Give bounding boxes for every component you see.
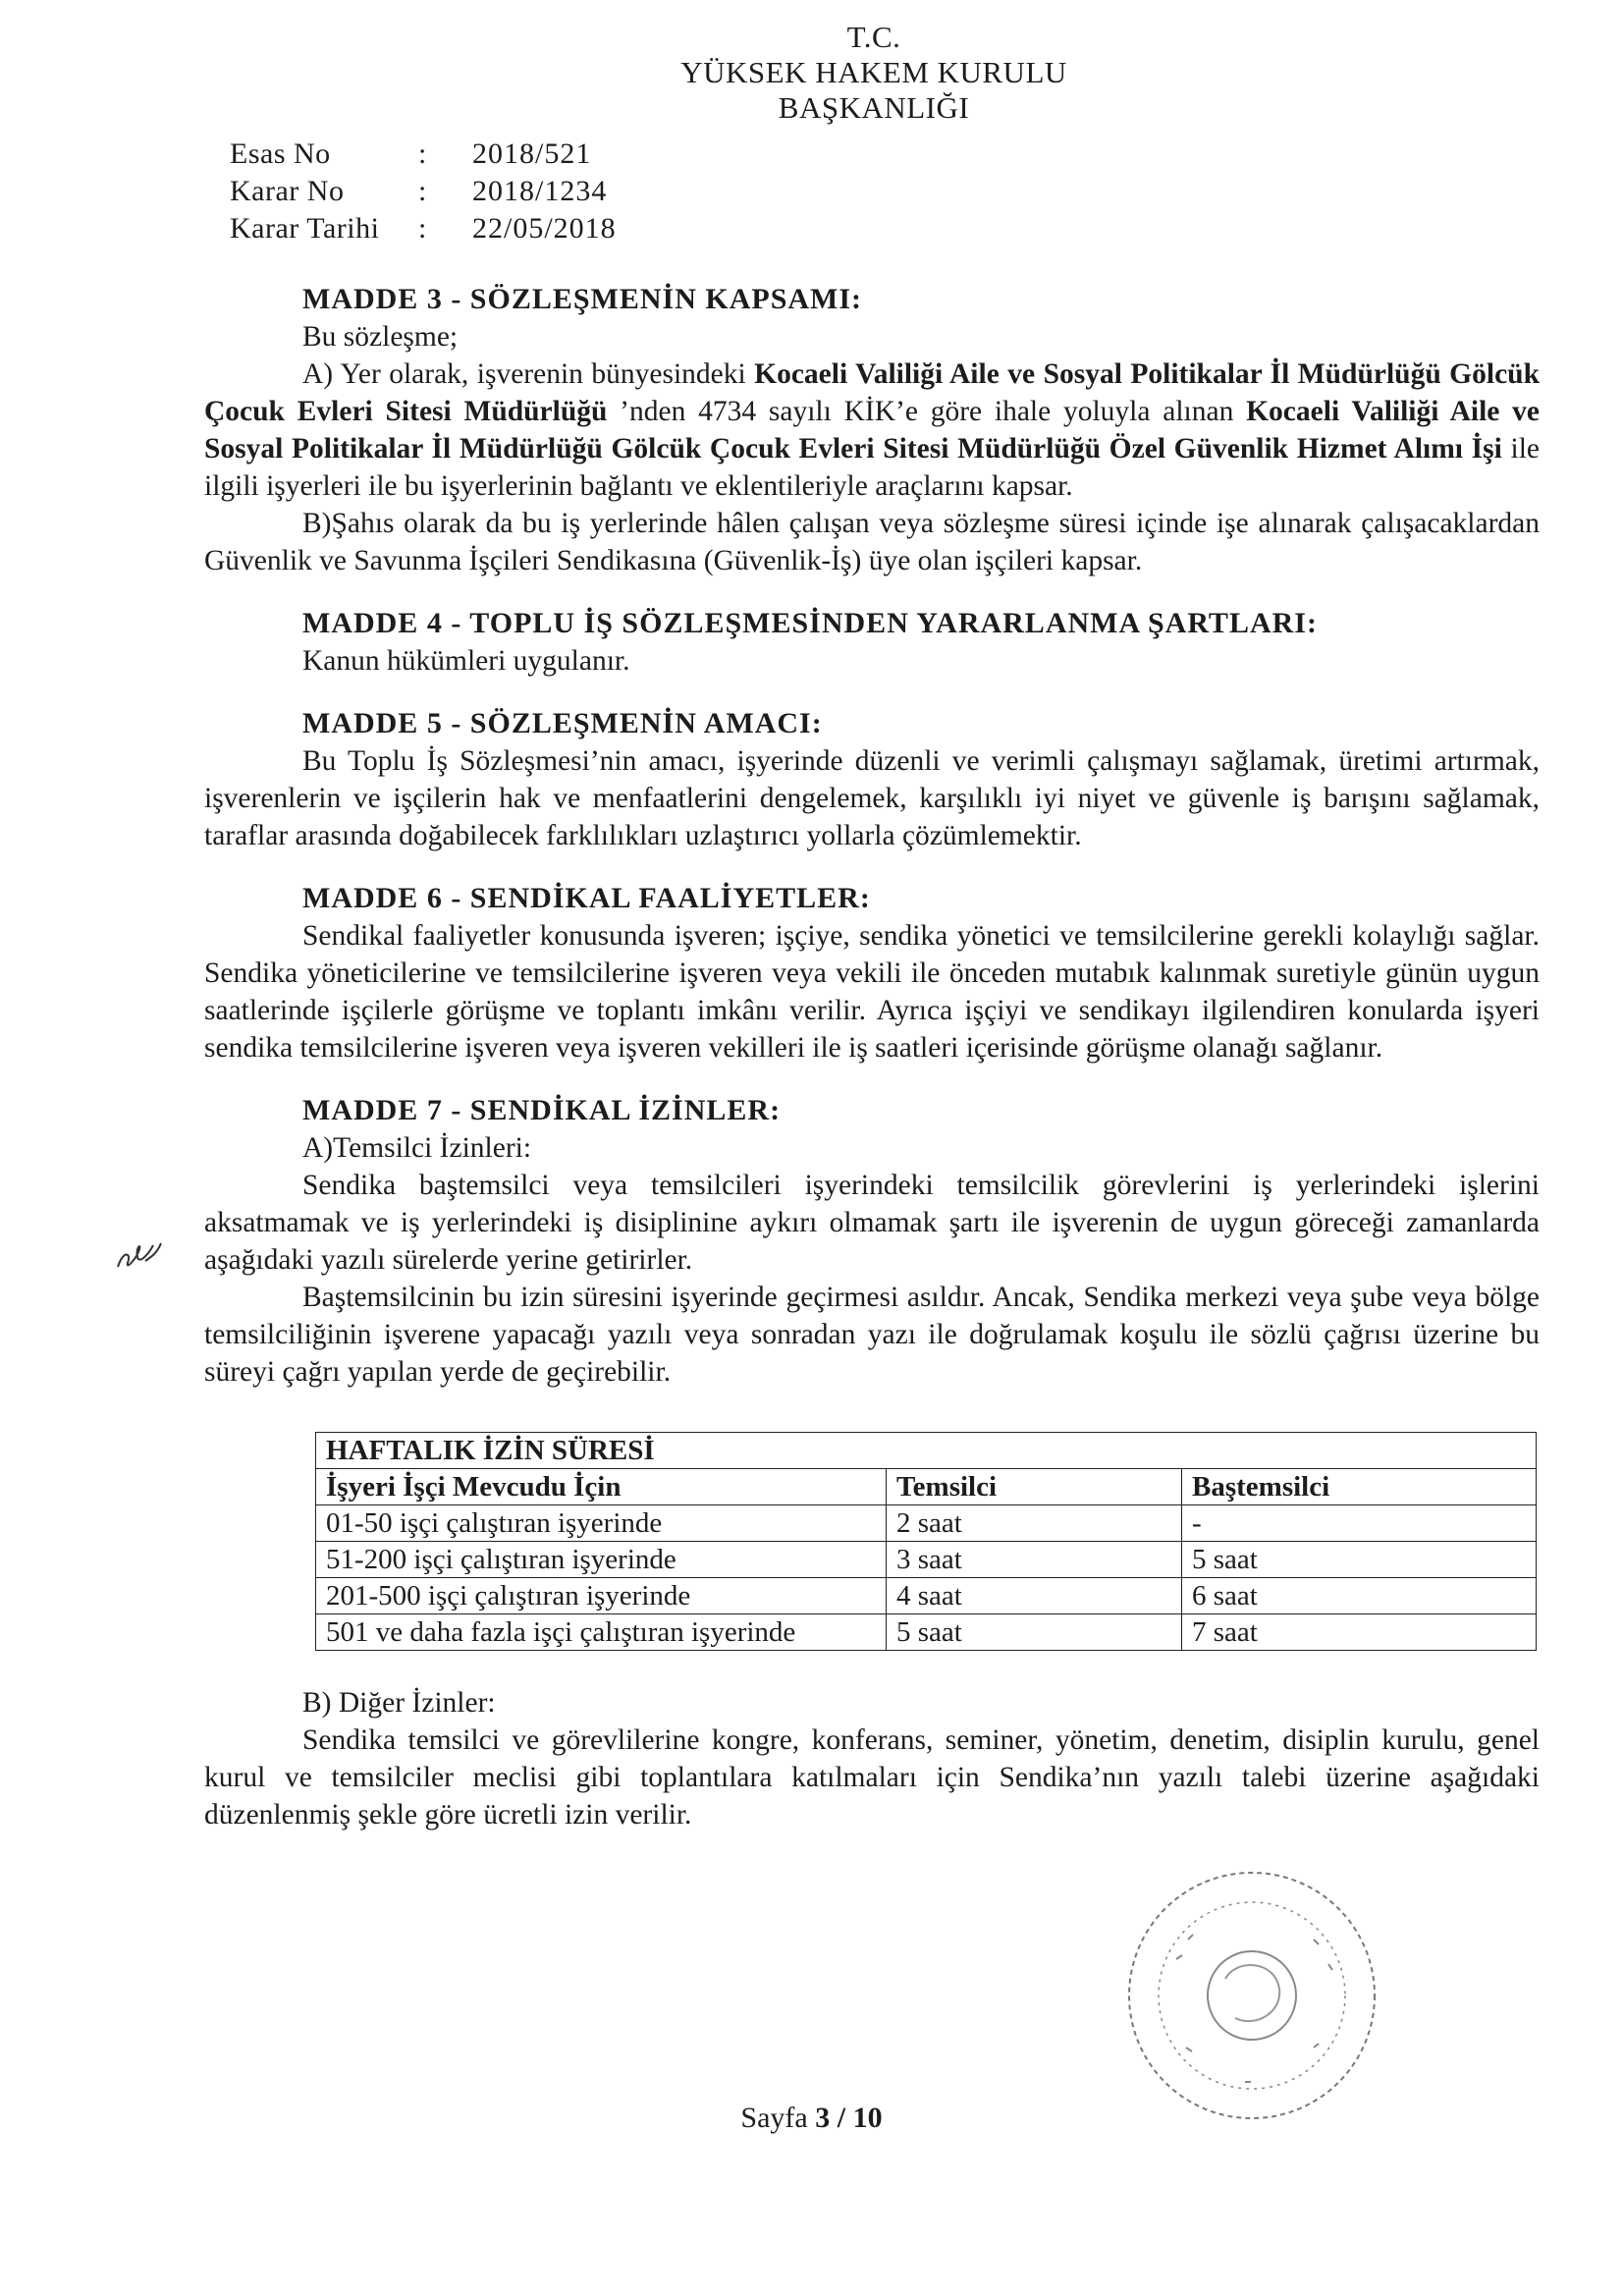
table-cell: 4 saat <box>887 1578 1182 1614</box>
article-3-clause-a <box>204 355 1540 505</box>
page-number-value: 3 / 10 <box>815 2102 883 2134</box>
meta-row-karar <box>230 173 617 210</box>
meta-value: 22/05/2018 <box>472 212 617 245</box>
meta-value: 2018/521 <box>472 137 592 170</box>
column-header-chief-representative: Baştemsilci <box>1182 1469 1537 1505</box>
article-7-subheading-a: A)Temsilci İzinleri: <box>302 1132 532 1164</box>
article-7-paragraph-2: Baştemsilcinin bu izin süresini işyerinde geçirmesi asıldır. Ancak, Sendika merkezi veya şube veya bölge temsilciliğinin işverene yapacağı yazılı veya sonradan yazı ile doğrulamak koşulu ile sözlü çağrısı üzerine bu süreyi çağrı yapılan yerde de geçirebilir. <box>204 1282 1540 1388</box>
article-6 <box>204 880 1540 1066</box>
table-row <box>316 1505 1537 1542</box>
article-3 <box>204 281 1540 579</box>
table-title: HAFTALIK İZİN SÜRESİ <box>316 1433 1537 1469</box>
article-7-paragraph-1: Sendika baştemsilci veya temsilcileri işyerindeki temsilcilik görevlerini iş yerlerindeki işlerini aksatmamak ve iş yerlerindeki iş disiplinine aykırı olmamak şartı ile işverenin de uygun göreceği zamanlarda aşağıdaki yazılı sürelerde yerine getirirler. <box>204 1170 1540 1276</box>
table-cell: 5 saat <box>887 1614 1182 1651</box>
table-cell: 2 saat <box>887 1505 1182 1542</box>
table-row <box>316 1578 1537 1614</box>
article-7-paragraph-3: Sendika temsilci ve görevlilerine kongre, konferans, seminer, yönetim, denetim, disiplin kurulu, genel kurul ve temsilciler meclisi gibi toplantılara katılmaları için Sendika’nın yazılı talebi üzerine aşağıdaki düzenlenmiş şekle göre ücretli izin verilir. <box>204 1724 1540 1831</box>
article-7-subheading-b: B) Diğer İzinler: <box>302 1687 496 1719</box>
table-cell: 201-500 işçi çalıştıran işyerinde <box>316 1578 887 1614</box>
meta-colon: : <box>418 212 427 245</box>
meta-label: Karar No <box>230 175 345 207</box>
table-cell: 3 saat <box>887 1542 1182 1578</box>
document-body <box>204 281 1540 1833</box>
margin-initials-signature <box>110 1228 169 1286</box>
header-institution: YÜKSEK HAKEM KURULU <box>680 55 1067 89</box>
article-6-text: Sendikal faaliyetler konusunda işveren; işçiye, sendika yönetici ve temsilcilerine gerekli kolaylığı sağlar. Sendika yöneticilerine ve temsilcilerine işveren veya vekili ile önceden mutabık kalınmak suretiyle günün uygun saatlerinde işçilerle görüşme ve toplantı imkânı verilir. Ayrıca işçiyi ve sendikayı ilgilendiren konularda işyeri sendika temsilcilerine işveren veya işveren vekilleri ile iş saatleri içerisinde görüşme olanağı sağlanır. <box>204 920 1540 1064</box>
article-7-heading: MADDE 7 - SENDİKAL İZİNLER: <box>302 1094 782 1126</box>
table-cell: 5 saat <box>1182 1542 1537 1578</box>
table-cell: 01-50 işçi çalıştıran işyerinde <box>316 1505 887 1542</box>
page-number-prefix: Sayfa <box>740 2102 816 2134</box>
table-header-row <box>316 1469 1537 1505</box>
case-meta <box>230 136 617 247</box>
article-6-heading: MADDE 6 - SENDİKAL FAALİYETLER: <box>302 882 871 914</box>
header-presidency: BAŞKANLIĞI <box>778 90 970 125</box>
header-tc: T.C. <box>846 20 901 54</box>
meta-colon: : <box>418 137 427 170</box>
table-cell: - <box>1182 1505 1537 1542</box>
article-3-clause-b: B)Şahıs olarak da bu iş yerlerinde hâlen çalışan veya sözleşme süresi içinde işe alınarak çalışacaklardan Güvenlik ve Savunma İşçileri Sendikasına (Güvenlik-İş) üye olan işçileri kapsar. <box>204 508 1540 576</box>
meta-row-tarih <box>230 210 617 247</box>
official-seal-stamp <box>1117 1861 1387 2131</box>
article-5-text: Bu Toplu İş Sözleşmesi’nin amacı, işyerinde düzenli ve verimli çalışmayı sağlamak, üretimi artırmak, işverenlerin ve işçilerin hak ve menfaatlerini dengelemek, karşılıklı iyi niyet ve güvenle iş barışını sağlamak, taraflar arasında doğabilecek farklılıkları uzlaştırıcı yollarla çözümlemektir. <box>204 745 1540 851</box>
table-cell: 7 saat <box>1182 1614 1537 1651</box>
column-header-representative: Temsilci <box>887 1469 1182 1505</box>
clause-a-bold-1: Kocaeli Valiliği Aile ve Sosyal Politikalar İl Müdürlüğü Gölcük Çocuk Evleri Sitesi Müdürlüğü <box>204 358 1540 427</box>
table-row <box>316 1542 1537 1578</box>
table-title-row <box>316 1433 1537 1469</box>
article-5-heading: MADDE 5 - SÖZLEŞMENİN AMACI: <box>302 707 823 739</box>
clause-a-text-1: A) Yer olarak, işverenin bünyesindeki <box>302 358 755 390</box>
meta-row-esas <box>230 136 617 173</box>
article-5 <box>204 705 1540 854</box>
clause-a-bold-2: Kocaeli Valiliği Aile ve Sosyal Politikalar İl Müdürlüğü Gölcük Çocuk Evleri Sitesi Müdürlüğü Özel Güvenlik Hizmet Alımı İşi <box>204 396 1541 465</box>
meta-colon: : <box>418 175 427 207</box>
document-header <box>550 20 1198 126</box>
article-4-heading: MADDE 4 - TOPLU İŞ SÖZLEŞMESİNDEN YARARLANMA ŞARTLARI: <box>302 607 1318 639</box>
article-3-heading: MADDE 3 - SÖZLEŞMENİN KAPSAMI: <box>302 283 863 315</box>
article-7 <box>204 1092 1540 1833</box>
meta-value: 2018/1234 <box>472 175 608 207</box>
meta-label: Karar Tarihi <box>230 212 380 245</box>
article-4-text: Kanun hükümleri uygulanır. <box>302 645 630 677</box>
table-cell: 501 ve daha fazla işçi çalıştıran işyerinde <box>316 1614 887 1651</box>
table-row <box>316 1614 1537 1651</box>
article-3-intro: Bu sözleşme; <box>302 321 459 353</box>
table-cell: 51-200 işçi çalıştıran işyerinde <box>316 1542 887 1578</box>
weekly-leave-table <box>315 1432 1537 1651</box>
clause-a-text-3: ile ilgili işyerleri ile bu işyerlerinin bağlantı ve eklentileriyle araçlarını kapsar. <box>204 433 1540 502</box>
page-number <box>0 2102 1623 2135</box>
clause-a-text-2: ’nden 4734 sayılı KİK’e göre ihale yoluyla alınan <box>607 396 1247 427</box>
meta-label: Esas No <box>230 137 331 170</box>
table-cell: 6 saat <box>1182 1578 1537 1614</box>
article-4 <box>204 605 1540 680</box>
column-header-workforce: İşyeri İşçi Mevcudu İçin <box>316 1469 887 1505</box>
